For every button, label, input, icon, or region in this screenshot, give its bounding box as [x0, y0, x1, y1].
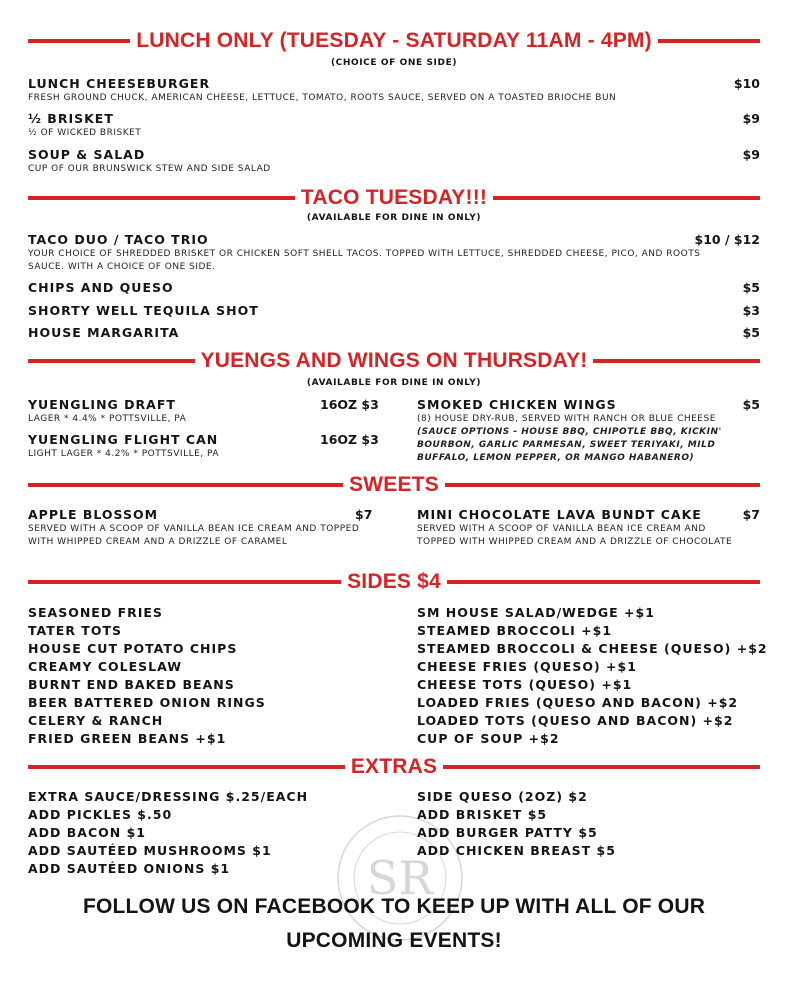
menu-item-price: $9: [742, 111, 760, 126]
list-item: LOADED FRIES (QUESO AND BACON) +$2: [417, 695, 739, 710]
footer-facebook-line2: UPCOMING EVENTS!: [286, 929, 502, 952]
list-item: ADD SAUTÉED ONIONS $1: [28, 861, 231, 876]
list-item: LOADED TOTS (QUESO AND BACON) +$2: [417, 713, 734, 728]
menu-item-desc: LIGHT LAGER * 4.2% * POTTSVILLE, PA: [28, 449, 220, 459]
menu-item-name: SOUP & SALAD: [28, 147, 146, 162]
list-item: ADD PICKLES $.50: [28, 807, 173, 822]
menu-item-name: YUENGLING DRAFT: [28, 397, 176, 412]
list-item: ADD BRISKET $5: [417, 807, 548, 822]
list-item: ADD SAUTÉED MUSHROOMS $1: [28, 843, 272, 858]
sides-list-right: [417, 604, 768, 748]
svg-text:SR: SR: [366, 851, 434, 905]
menu-item-name: ½ BRISKET: [28, 111, 114, 126]
list-item: FRIED GREEN BEANS +$1: [28, 731, 227, 746]
menu-item-desc: CUP OF OUR BRUNSWICK STEW AND SIDE SALAD: [28, 164, 271, 174]
menu-item-price: $7: [355, 507, 373, 522]
wings-note: (AVAILABLE FOR DINE IN ONLY): [306, 378, 482, 388]
menu-item-price: $9: [742, 147, 760, 162]
menu-item-name: MINI CHOCOLATE LAVA BUNDT CAKE: [417, 507, 702, 522]
menu-item-price: $3: [742, 303, 760, 318]
menu-item-desc: YOUR CHOICE OF SHREDDED BRISKET OR CHICKEN SOFT SHELL TACOS. TOPPED WITH LETTUCE, SHREDDED CHEESE, PICO, AND ROOTS SAUCE. WITH A CHOICE OF ONE SIDE.: [28, 249, 701, 272]
menu-item-price: 16OZ $3: [320, 432, 379, 447]
menu-item-desc: LAGER * 4.4% * POTTSVILLE, PA: [28, 414, 187, 424]
extras-list-left: [28, 788, 308, 878]
list-item: CHEESE TOTS (QUESO) +$1: [417, 677, 633, 692]
list-item: STEAMED BROCCOLI +$1: [417, 623, 613, 638]
menu-item-name: LUNCH CHEESEBURGER: [28, 76, 211, 91]
wings-section-heading: YUENGS AND WINGS ON THURSDAY!: [28, 348, 760, 374]
menu-item-price: 16OZ $3: [320, 397, 379, 412]
list-item: SM HOUSE SALAD/WEDGE +$1: [417, 605, 655, 620]
menu-item-name: HOUSE MARGARITA: [28, 325, 180, 340]
extras-section-heading: EXTRAS: [28, 754, 760, 780]
menu-item-desc: SERVED WITH A SCOOP OF VANILLA BEAN ICE CREAM AND TOPPED WITH WHIPPED CREAM AND A DRIZZLE OF CARAMEL: [28, 524, 360, 547]
sauce-options: (SAUCE OPTIONS - HOUSE BBQ, CHIPOTLE BBQ, KICKIN' BOURBON, GARLIC PARMESAN, SWEET TERIYAKI, MILD BUFFALO, LEMON PEPPER, OR MANGO HABANERO): [417, 427, 722, 463]
sides-list-left: [28, 604, 266, 748]
list-item: TATER TOTS: [28, 623, 122, 638]
menu-item-desc: SERVED WITH A SCOOP OF VANILLA BEAN ICE CREAM AND TOPPED WITH WHIPPED CREAM AND A DRIZZLE OF CHOCOLATE: [417, 524, 733, 547]
footer-facebook-line1: FOLLOW US ON FACEBOOK TO KEEP UP WITH ALL OF OUR: [82, 895, 706, 918]
list-item: ADD BURGER PATTY $5: [417, 825, 598, 840]
menu-item-name: YUENGLING FLIGHT CAN: [28, 432, 219, 447]
list-item: CELERY & RANCH: [28, 713, 164, 728]
menu-item-price: $7: [742, 507, 760, 522]
menu-item-name: SMOKED CHICKEN WINGS: [417, 397, 617, 412]
menu-item-name: TACO DUO / TACO TRIO: [28, 232, 209, 247]
list-item: BEER BATTERED ONION RINGS: [28, 695, 266, 710]
sweets-section-heading: SWEETS: [28, 472, 760, 498]
menu-item-desc: ½ OF WICKED BRISKET: [28, 128, 142, 138]
lunch-note: (CHOICE OF ONE SIDE): [330, 58, 458, 68]
menu-item-price: $5: [742, 280, 760, 295]
menu-item-name: SHORTY WELL TEQUILA SHOT: [28, 303, 259, 318]
taco-section-heading: TACO TUESDAY!!!: [28, 185, 760, 211]
taco-note: (AVAILABLE FOR DINE IN ONLY): [306, 213, 482, 223]
menu-item-desc: FRESH GROUND CHUCK, AMERICAN CHEESE, LETTUCE, TOMATO, ROOTS SAUCE, SERVED ON A TOASTED BRIOCHE BUN: [28, 93, 617, 103]
list-item: SEASONED FRIES: [28, 605, 163, 620]
list-item: HOUSE CUT POTATO CHIPS: [28, 641, 238, 656]
list-item: SIDE QUESO (2OZ) $2: [417, 789, 588, 804]
menu-item-desc: (8) HOUSE DRY-RUB, SERVED WITH RANCH OR BLUE CHEESE: [417, 414, 716, 424]
menu-item-name: CHIPS AND QUESO: [28, 280, 174, 295]
menu-item-price: $5: [742, 397, 760, 412]
list-item: ADD CHICKEN BREAST $5: [417, 843, 616, 858]
menu-item-price: $10: [733, 76, 760, 91]
menu-item-price: $10 / $12: [694, 232, 760, 247]
list-item: EXTRA SAUCE/DRESSING $.25/EACH: [28, 789, 309, 804]
list-item: ADD BACON $1: [28, 825, 146, 840]
menu-item-price: $5: [742, 325, 760, 340]
list-item: CHEESE FRIES (QUESO) +$1: [417, 659, 637, 674]
list-item: STEAMED BROCCOLI & CHEESE (QUESO) +$2: [417, 641, 768, 656]
list-item: CUP OF SOUP +$2: [417, 731, 560, 746]
list-item: BURNT END BAKED BEANS: [28, 677, 235, 692]
extras-list-right: [417, 788, 616, 860]
sides-section-heading: SIDES $4: [28, 569, 760, 595]
menu-item-name: APPLE BLOSSOM: [28, 507, 159, 522]
list-item: CREAMY COLESLAW: [28, 659, 183, 674]
lunch-section-heading: LUNCH ONLY (TUESDAY - SATURDAY 11AM - 4PM): [28, 28, 760, 54]
